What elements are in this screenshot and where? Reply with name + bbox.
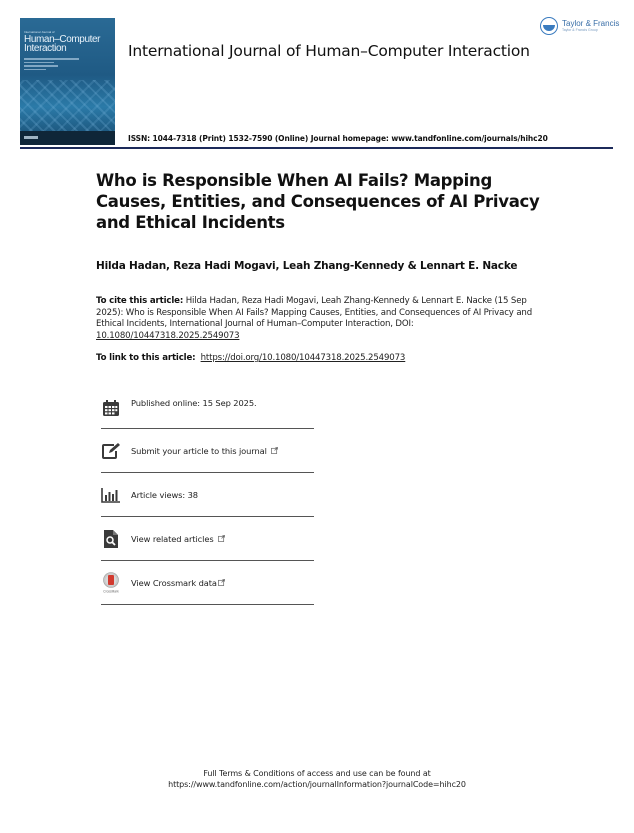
info-item-submit[interactable] xyxy=(101,429,314,472)
external-link-icon xyxy=(218,535,225,542)
cover-title-line1: Human–Computer xyxy=(24,34,101,45)
search-document-icon xyxy=(101,529,121,549)
svg-text:CrossMark: CrossMark xyxy=(103,589,119,593)
info-item-related[interactable] xyxy=(101,517,314,560)
bar-chart-icon xyxy=(101,485,121,505)
external-link-icon xyxy=(218,579,225,586)
cite-doi-link[interactable]: 10.1080/10447318.2025.2549073 xyxy=(96,330,240,341)
article-link-line xyxy=(96,353,405,363)
crossmark-icon xyxy=(101,573,121,593)
link-label: To link to this article: xyxy=(96,353,196,363)
submit-article-link[interactable]: Submit your article to this journal xyxy=(131,445,267,456)
published-date: Published online: 15 Sep 2025. xyxy=(131,398,257,408)
issn-line[interactable]: ISSN: 1044-7318 (Print) 1532-7590 (Online) Journal homepage: www.tandfonline.com/journals/hihc20 xyxy=(128,134,548,143)
cover-footer-band xyxy=(20,131,115,145)
cover-small-text: International Journal of xyxy=(24,30,55,34)
cover-circuit-pattern xyxy=(20,80,115,132)
article-info-list xyxy=(101,398,314,605)
header-divider xyxy=(20,147,613,149)
terms-footer xyxy=(0,768,634,790)
terms-text: Full Terms & Conditions of access and use can be found at xyxy=(203,769,431,778)
article-doi-link[interactable]: https://doi.org/10.1080/10447318.2025.2549073 xyxy=(200,353,406,363)
crossmark-link[interactable]: View Crossmark data xyxy=(131,577,217,588)
publisher-logo[interactable] xyxy=(540,17,619,35)
calendar-icon xyxy=(101,398,121,418)
article-title: Who is Responsible When AI Fails? Mapping Causes, Entities, and Consequences of AI Privacy and Ethical Incidents xyxy=(96,171,540,232)
journal-title: International Journal of Human–Computer Interaction xyxy=(128,42,530,60)
terms-url[interactable]: https://www.tandfonline.com/action/journalInformation?journalCode=hihc20 xyxy=(168,780,466,789)
publisher-name: Taylor & Francis xyxy=(562,19,620,28)
external-link-icon xyxy=(271,447,278,454)
article-authors: Hilda Hadan, Reza Hadi Mogavi, Leah Zhang-Kennedy & Lennart E. Nacke xyxy=(96,260,518,272)
cover-text-lines xyxy=(24,58,84,72)
cover-title-line2: Interaction xyxy=(24,43,67,54)
journal-cover-image xyxy=(20,18,115,145)
info-divider xyxy=(101,604,314,605)
citation-block xyxy=(96,296,546,342)
cite-label: To cite this article: xyxy=(96,296,184,306)
info-item-published xyxy=(101,398,314,428)
taylor-francis-logo-icon xyxy=(540,17,558,35)
info-item-crossmark[interactable] xyxy=(101,561,314,604)
edit-icon xyxy=(101,441,121,461)
related-articles-link[interactable]: View related articles xyxy=(131,533,214,544)
article-views: Article views: 38 xyxy=(131,489,198,500)
info-item-views xyxy=(101,473,314,516)
cover-title xyxy=(24,35,100,53)
cite-text: Hilda Hadan, Reza Hadi Mogavi, Leah Zhang-Kennedy & Lennart E. Nacke (15 Sep 2025): Who is Responsible When AI Fails? Mapping Causes, Entities, and Consequences of AI Privacy and Ethical Incidents, International Journal of Human–Computer Interaction, DOI: xyxy=(96,296,533,329)
publisher-subtitle: Taylor & Francis Group xyxy=(562,28,598,32)
